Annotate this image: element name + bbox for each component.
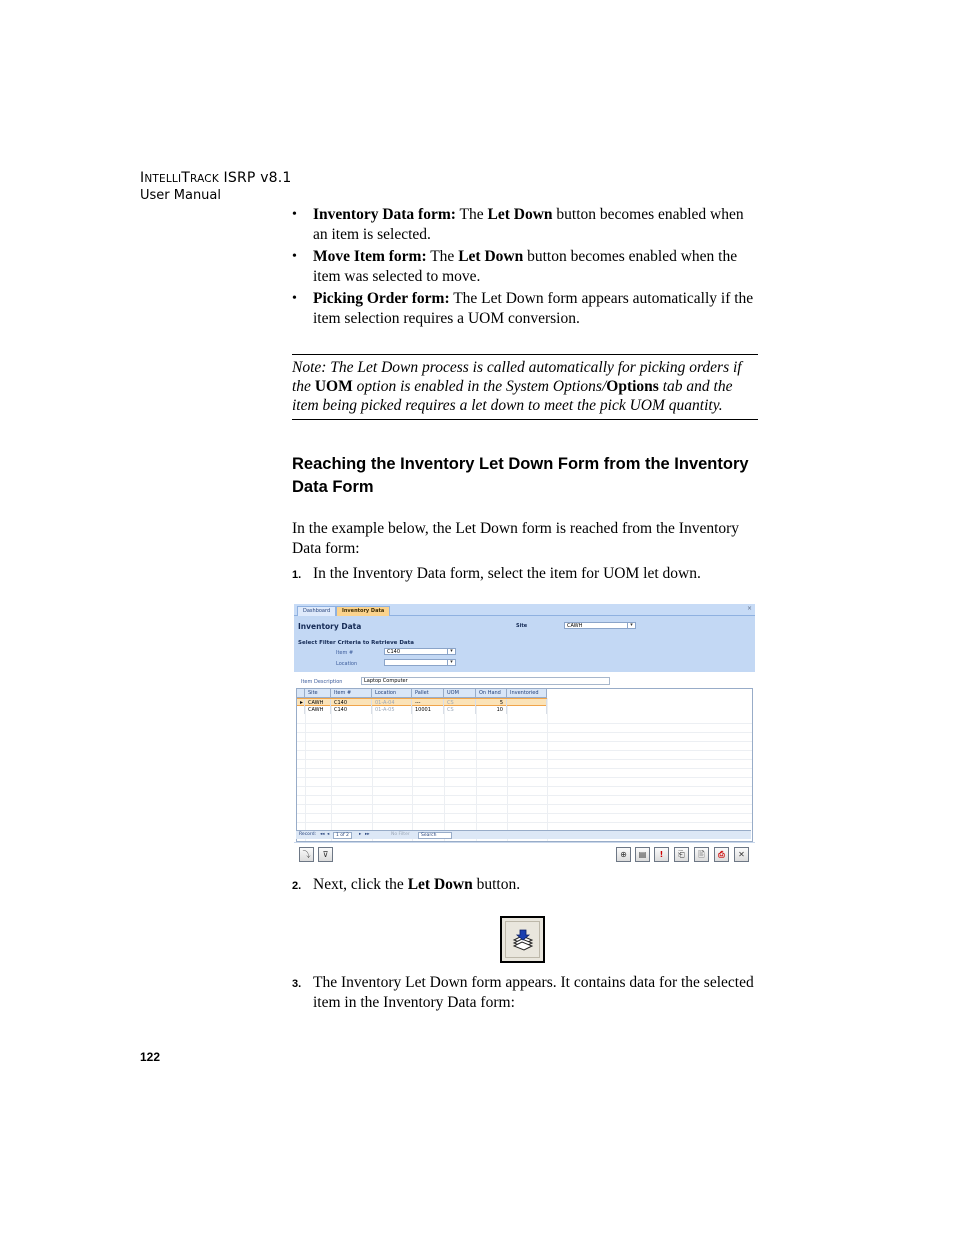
step-3: 3. The Inventory Let Down form appears. It contains data for the selected item in the Inventory Data form: [292,974,754,1011]
bullet-picking-order: • Picking Order form: The Let Down form appears automatically if the item selection requires a UOM conversion. [292,289,762,328]
chevron-down-icon[interactable]: ▾ [627,623,635,628]
cell-on-hand[interactable]: 10 [476,706,507,714]
toolbar-button-1[interactable]: ⊕ [616,847,631,862]
cell-location[interactable]: 01-A-04 [372,699,412,707]
item-description-field[interactable]: Laptop Computer [361,677,610,685]
cell-item[interactable]: C140 [331,706,372,714]
toolbar-button-5[interactable]: 🖹 [694,847,709,862]
form-bullet-list [292,205,762,331]
form-title: Inventory Data [298,622,362,631]
filter-heading: Select Filter Criteria to Retrieve Data [298,640,414,646]
col-pallet[interactable]: Pallet [412,689,444,697]
cell-inventoried[interactable] [507,706,547,714]
record-label: Record: [299,832,317,837]
running-header-product: INTELLITRACK ISRP v8.1 [140,170,292,186]
inventory-grid [296,688,753,842]
row-selector[interactable] [297,706,305,714]
filter-panel [294,616,755,672]
next-record-icon[interactable]: ▸ [359,832,362,837]
col-site[interactable]: Site [305,689,331,697]
record-position[interactable]: 1 of 2 [333,832,352,839]
last-record-icon[interactable]: ▸▸ [365,832,370,837]
delete-toolbar-button[interactable]: ⎙ [714,847,729,862]
col-inventoried[interactable]: Inventoried [507,689,547,697]
item-select[interactable]: C140 ▾ [384,648,456,655]
step-1: 1. In the Inventory Data form, select the item for UOM let down. [292,565,701,582]
prev-record-icon[interactable]: ◂ [327,832,330,837]
table-row[interactable] [297,706,547,714]
row-selector-icon[interactable]: ▸ [297,699,305,707]
item-label: Item # [336,650,354,656]
cell-uom[interactable]: CS [444,706,476,714]
cell-item[interactable]: C140 [331,699,372,707]
note-box: Note: The Let Down process is called automatically for picking orders if the UOM option is enabled in the System Options/Options tab and the item being picked requires a let down to meet the pick UOM quantity. [292,354,758,420]
col-item[interactable]: Item # [331,689,372,697]
site-select[interactable]: CAWH ▾ [564,622,636,629]
cell-uom[interactable]: CS [444,699,476,707]
record-navigator [296,830,751,839]
tab-bar [294,604,755,616]
page-number: 122 [140,1050,161,1064]
inventory-data-screenshot [294,604,755,866]
location-label: Location [336,661,358,667]
running-header-subtitle: User Manual [140,188,222,203]
cell-pallet[interactable]: 10001 [412,706,444,714]
grid-header [297,689,547,698]
cell-site[interactable]: CAWH [305,699,331,707]
first-record-icon[interactable]: ◂◂ [320,832,325,837]
bullet-inventory-data: • Inventory Data form: The Let Down button becomes enabled when an item is selected. [292,205,762,244]
col-location[interactable]: Location [372,689,412,697]
intro-paragraph: In the example below, the Let Down form is reached from the Inventory Data form: [292,520,740,557]
bullet-move-item: • Move Item form: The Let Down button becomes enabled when the item was selected to move. [292,247,762,286]
chevron-down-icon[interactable]: ▾ [447,649,455,654]
cell-on-hand[interactable]: 5 [476,699,507,707]
site-label: Site [516,623,528,629]
let-down-button[interactable] [500,916,545,963]
let-down-icon [502,918,543,961]
row-selector-header[interactable] [297,689,305,697]
search-box[interactable]: Search [418,832,452,839]
let-down-toolbar-button[interactable]: ⤵ [299,847,314,862]
table-row[interactable] [297,698,547,706]
alert-toolbar-button[interactable]: ! [654,847,669,862]
tab-dashboard[interactable]: Dashboard [297,606,336,616]
chevron-down-icon[interactable]: ▾ [447,660,455,665]
toolbar-button-4[interactable]: ⎗ [674,847,689,862]
form-toolbar [294,842,755,867]
cell-site[interactable]: CAWH [305,706,331,714]
cell-pallet[interactable]: --- [412,699,444,707]
no-filter-indicator[interactable]: No Filter [391,832,410,837]
filter-toolbar-button[interactable]: ⊽ [318,847,333,862]
cell-location[interactable]: 01-A-05 [372,706,412,714]
exit-toolbar-button[interactable]: ✕ [734,847,749,862]
close-icon[interactable]: × [746,605,752,612]
tab-inventory-data[interactable]: Inventory Data [336,606,390,616]
col-uom[interactable]: UOM [444,689,476,697]
col-on-hand[interactable]: On Hand [476,689,507,697]
toolbar-button-2[interactable]: ▤ [635,847,650,862]
location-select[interactable] [384,659,456,666]
step-2: 2. Next, click the Let Down button. [292,876,521,893]
section-heading: Reaching the Inventory Let Down Form from the Inventory Data Form [292,455,749,496]
item-description-label: Item Description [301,679,343,685]
